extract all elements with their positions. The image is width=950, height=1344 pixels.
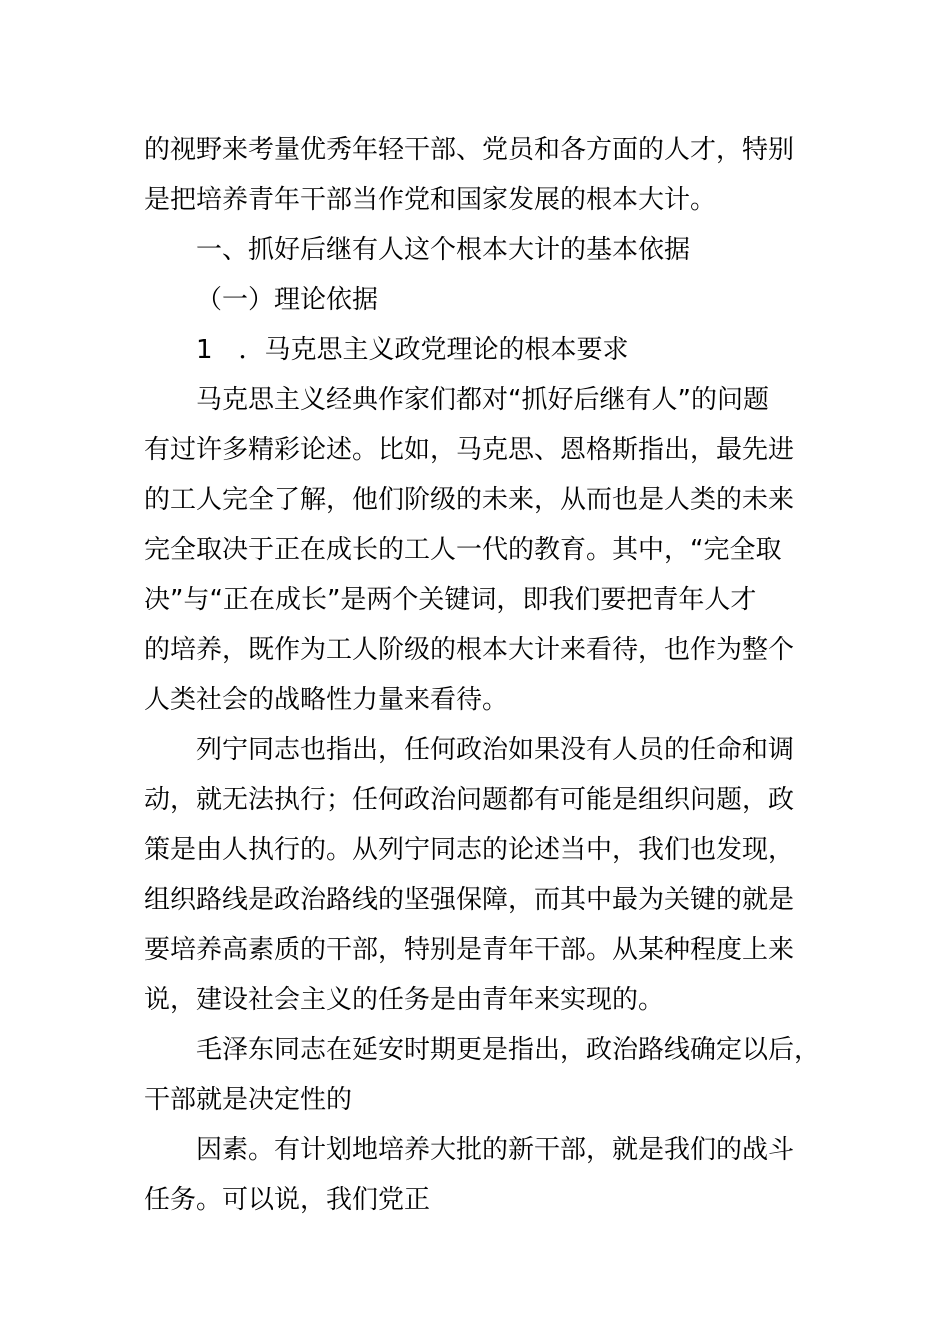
body-text-line: 的培养，既作为工人阶级的根本大计来看待，也作为整个 bbox=[144, 635, 795, 665]
body-text-line: 是把培养青年干部当作党和国家发展的根本大计。 bbox=[144, 185, 717, 215]
body-text-line: 决”与“正在成长”是两个关键词，即我们要把青年人才 bbox=[144, 585, 757, 615]
section-heading: 一、抓好后继有人这个根本大计的基本依据 bbox=[196, 235, 691, 265]
numbered-heading: 1 ．马克思主义政党理论的根本要求 bbox=[196, 335, 629, 365]
body-text-line: 马克思主义经典作家们都对“抓好后继有人”的问题 bbox=[196, 385, 769, 415]
body-text-line: 完全取决于正在成长的工人一代的教育。其中，“完全取 bbox=[144, 535, 782, 565]
subsection-heading: （一）理论依据 bbox=[196, 285, 379, 315]
body-text-line: 策是由人执行的。从列宁同志的论述当中，我们也发现， bbox=[144, 835, 795, 865]
body-text-line: 有过许多精彩论述。比如，马克思、恩格斯指出，最先进 bbox=[144, 435, 795, 465]
body-text-line: 动，就无法执行；任何政治问题都有可能是组织问题，政 bbox=[144, 785, 795, 815]
body-text-line: 干部就是决定性的 bbox=[144, 1085, 353, 1115]
body-text-line: 列宁同志也指出，任何政治如果没有人员的任命和调 bbox=[196, 735, 795, 765]
body-text-line: 说，建设社会主义的任务是由青年来实现的。 bbox=[144, 985, 665, 1015]
body-text-line: 人类社会的战略性力量来看待。 bbox=[144, 685, 509, 715]
body-text-line: 毛泽东同志在延安时期更是指出，政治路线确定以后， bbox=[196, 1035, 821, 1065]
body-text-line: 要培养高素质的干部，特别是青年干部。从某种程度上来 bbox=[144, 935, 795, 965]
body-text-line: 因素。有计划地培养大批的新干部，就是我们的战斗 bbox=[196, 1135, 795, 1165]
body-text-line: 的视野来考量优秀年轻干部、党员和各方面的人才，特别 bbox=[144, 135, 795, 165]
body-text-line: 的工人完全了解，他们阶级的未来，从而也是人类的未来 bbox=[144, 485, 795, 515]
body-text-line: 任务。可以说，我们党正 bbox=[144, 1185, 431, 1215]
body-text-line: 组织路线是政治路线的坚强保障，而其中最为关键的就是 bbox=[144, 885, 795, 915]
